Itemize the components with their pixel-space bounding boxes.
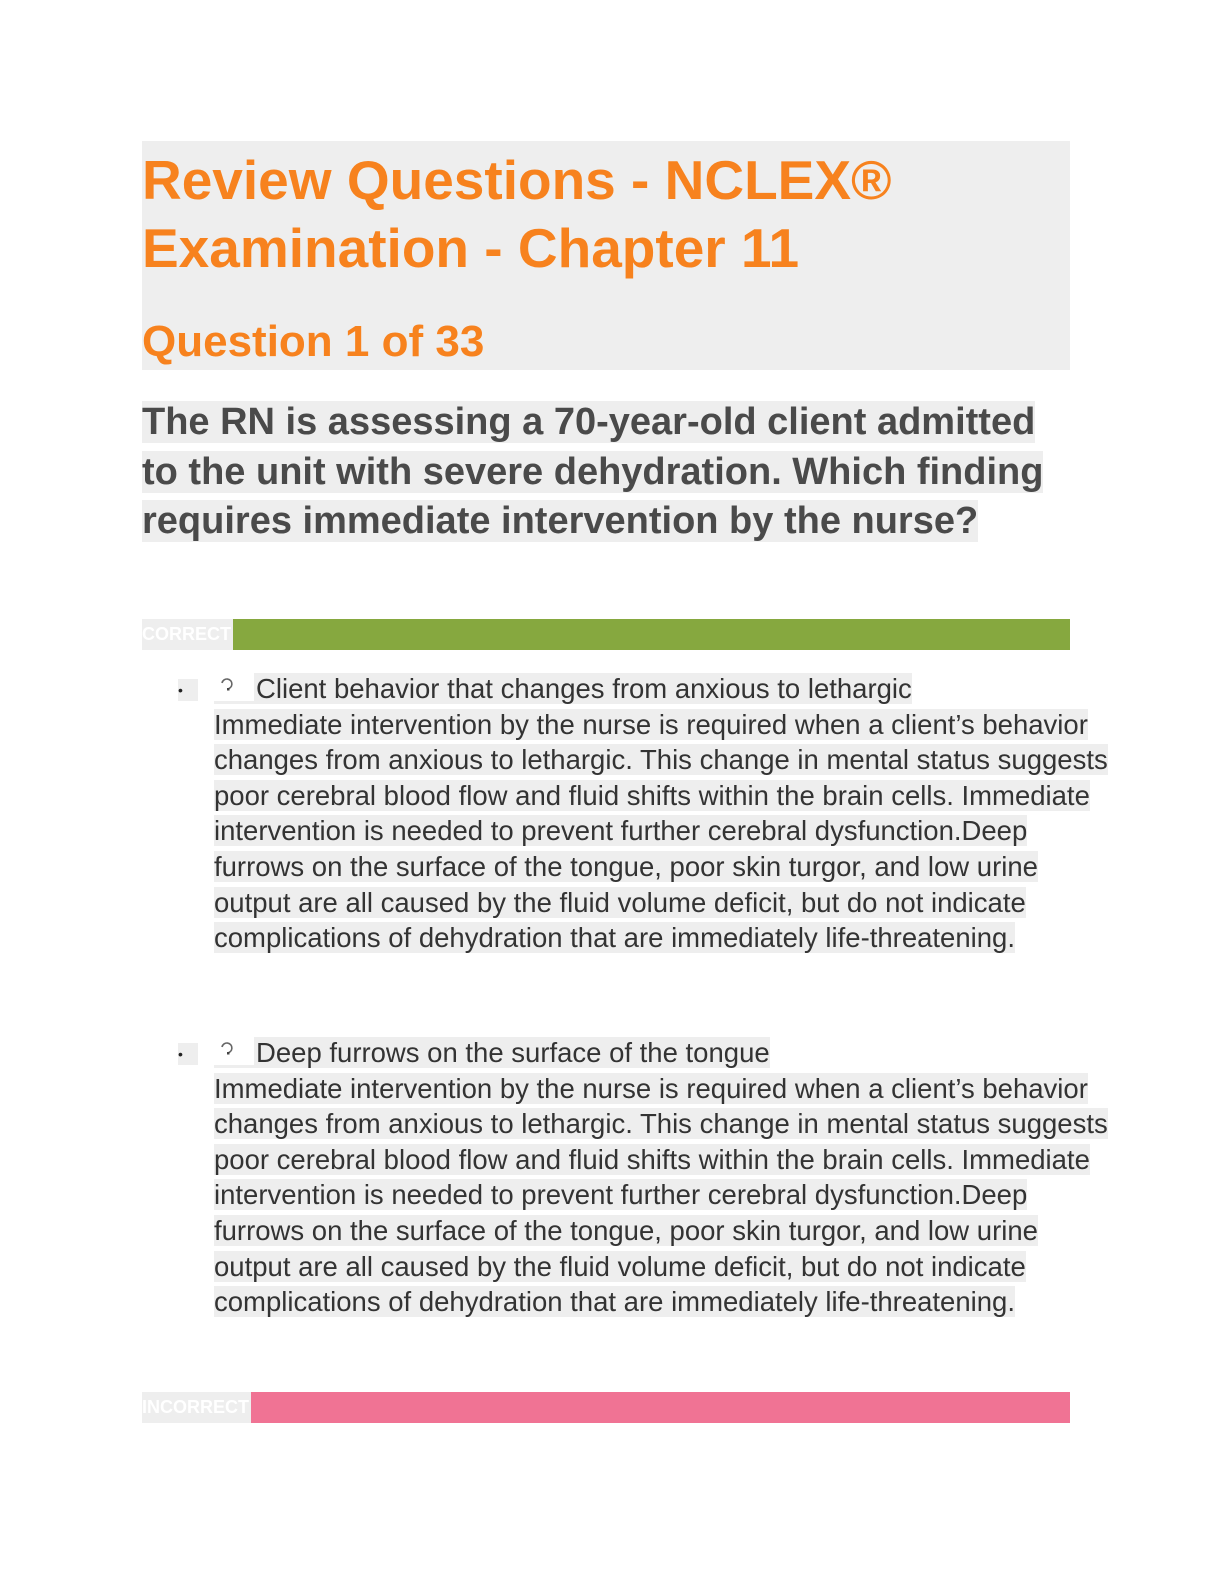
answer-rationale: Immediate intervention by the nurse is required when a client’s behavior changes from anxious to lethargic. This change in mental status suggests poor cerebral blood flow and fluid shifts within the brain cells. Immediate intervention is needed to prevent further cerebral dysfunction.Deep furrows on the surface of the tongue, poor skin turgor, and low urine output are all caused by the fluid volume deficit, but do not indicate complications of dehydration that are immediately life-threatening.: [214, 1072, 1108, 1318]
page-title: Review Questions - NCLEX® Examination - Chapter 11: [142, 149, 892, 279]
answer-rationale: Immediate intervention by the nurse is required when a client’s behavior changes from anxious to lethargic. This change in mental status suggests poor cerebral blood flow and fluid shifts within the brain cells. Immediate intervention is needed to prevent further cerebral dysfunction.Deep furrows on the surface of the tongue, poor skin turgor, and low urine output are all caused by the fluid volume deficit, but do not indicate complications of dehydration that are immediately life-threatening.: [214, 708, 1108, 954]
radio-button-icon[interactable]: [214, 1035, 254, 1065]
answer-text: [214, 1035, 1114, 1320]
correct-status-bar: [142, 619, 1070, 650]
question-counter: Question 1 of 33: [142, 317, 485, 366]
answer-text: [214, 671, 1114, 956]
bullet-icon: •: [178, 1043, 198, 1065]
question-text: [142, 398, 1067, 547]
incorrect-status-bar: [142, 1392, 1070, 1423]
answer-choice-label: Deep furrows on the surface of the tongue: [214, 1037, 770, 1068]
incorrect-label: INCORRECT: [142, 1392, 251, 1423]
bullet-icon: •: [178, 679, 198, 701]
question-text-content: The RN is assessing a 70-year-old client admitted to the unit with severe dehydration. Which finding requires immediate intervention by the nurse?: [142, 401, 1044, 542]
radio-button-icon[interactable]: [214, 671, 254, 701]
answer-choice-label: Client behavior that changes from anxious to lethargic: [214, 673, 912, 704]
correct-label: CORRECT: [142, 619, 233, 650]
